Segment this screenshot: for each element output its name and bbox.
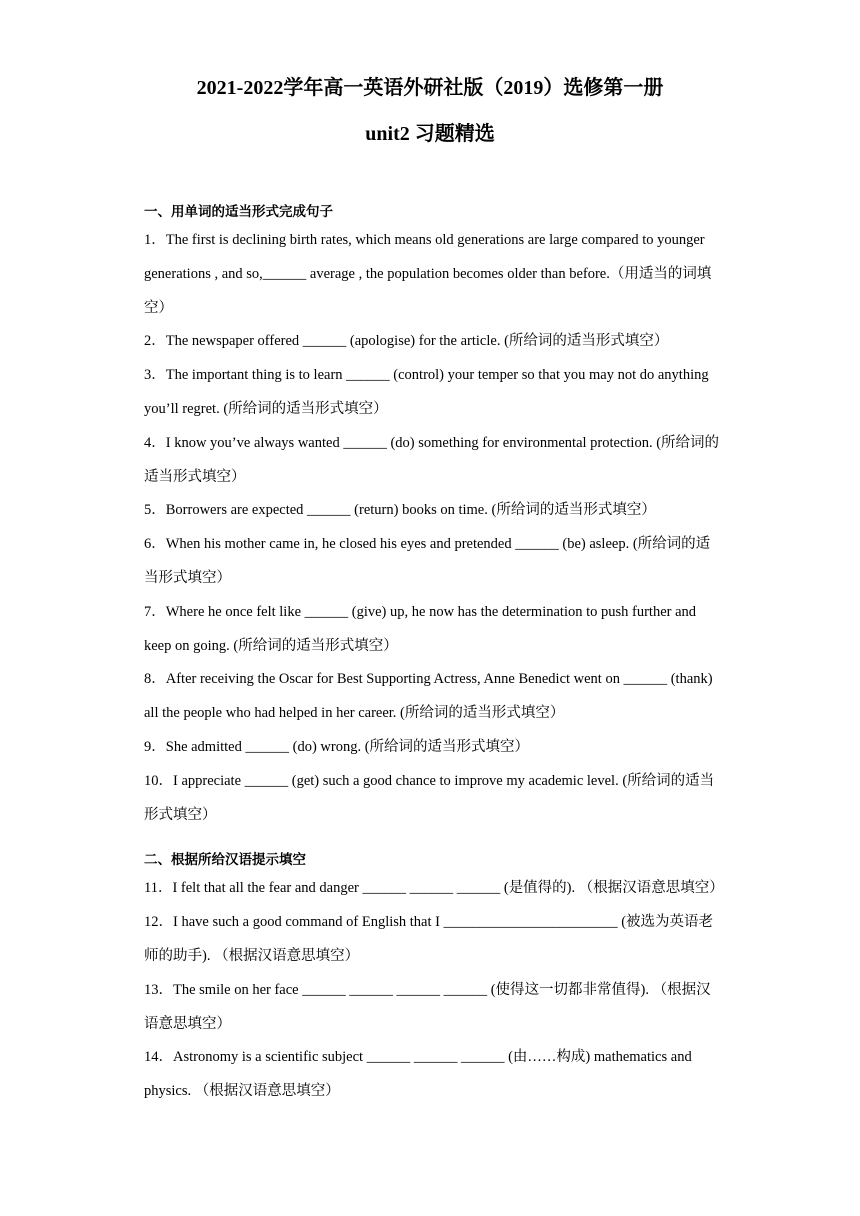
question-number: 1． — [144, 232, 166, 248]
question-number: 8． — [144, 671, 166, 688]
section-fill-word-forms — [144, 200, 724, 832]
question-item — [144, 872, 724, 906]
question-number: 3． — [144, 367, 166, 384]
question-item — [144, 1041, 724, 1109]
question-text: Astronomy is a scientific subject ______ ______ ______ (由……构成) mathematics and physics. （根据汉语意思填空） — [144, 1049, 692, 1100]
question-number: 13． — [144, 981, 173, 998]
question-text: I appreciate ______ (get) such a good chance to improve my academic level. (所给词的适当形式填空） — [144, 772, 715, 823]
question-text: She admitted ______ (do) wrong. (所给词的适当形式填空） — [165, 738, 530, 755]
question-number: 11． — [144, 880, 173, 897]
question-text: I know you’ve always wanted ______ (do) something for environmental protection. (所给词的适当形式填空） — [144, 434, 720, 485]
question-item — [144, 528, 724, 596]
question-item — [144, 906, 724, 974]
document-subtitle: unit2 习题精选 — [365, 123, 495, 145]
section-heading: 二、根据所给汉语提示填空 — [144, 852, 306, 869]
question-text: When his mother came in, he closed his eyes and pretended ______ (be) asleep. (所给词的适当形式填空） — [144, 536, 711, 586]
question-item — [144, 359, 724, 427]
question-text: Borrowers are expected ______ (return) books on time. (所给词的适当形式填空） — [165, 502, 656, 519]
section-heading: 一、用单词的适当形式完成句子 — [144, 204, 333, 220]
question-text: The smile on her face ______ ______ ______ ______ (使得这一切都非常值得). （根据汉语意思填空） — [144, 981, 711, 1032]
question-item — [144, 765, 724, 833]
question-text: Where he once felt like ______ (give) up, he now has the determination to push further and keep on going. (所给词的适当形式填空） — [144, 603, 697, 654]
section-chinese-hints — [144, 848, 724, 1109]
question-number: 7． — [144, 603, 166, 620]
question-number: 14． — [144, 1049, 173, 1066]
question-number: 2． — [144, 333, 166, 350]
question-item — [144, 663, 724, 731]
question-text: The first is declining birth rates, which means old generations are large compared to younger generations , and so,______ average , the population becomes older than before.（用适当的词填空） — [144, 232, 712, 316]
question-number: 9． — [144, 738, 166, 755]
question-text: The newspaper offered ______ (apologise) for the article. (所给词的适当形式填空） — [165, 333, 669, 350]
question-text: After receiving the Oscar for Best Supporting Actress, Anne Benedict went on ______ (thank) all the people who had helped in her career. (所给词的适当形式填空） — [144, 671, 713, 722]
document-body — [144, 200, 724, 1109]
question-text: I felt that all the fear and danger ______ ______ ______ (是值得的). （根据汉语意思填空） — [172, 880, 724, 897]
document-title: 2021-2022学年高一英语外研社版（2019）选修第一册 — [196, 77, 664, 99]
question-number: 10． — [144, 772, 173, 789]
question-item — [144, 325, 724, 359]
question-number: 6． — [144, 536, 166, 553]
question-item — [144, 224, 724, 325]
question-item — [144, 974, 724, 1042]
question-number: 5． — [144, 502, 166, 519]
question-number: 4． — [144, 434, 166, 451]
question-text: The important thing is to learn ______ (control) your temper so that you may not do anything you’ll regret. (所给词的适当形式填空） — [144, 367, 709, 417]
question-item — [144, 494, 724, 528]
question-item — [144, 731, 724, 765]
question-item — [144, 596, 724, 664]
question-item — [144, 427, 724, 495]
question-number: 12． — [144, 914, 173, 931]
question-text: I have such a good command of English that I ________________________ (被选为英语老师的助手). （根据汉语意思填空） — [144, 914, 714, 964]
